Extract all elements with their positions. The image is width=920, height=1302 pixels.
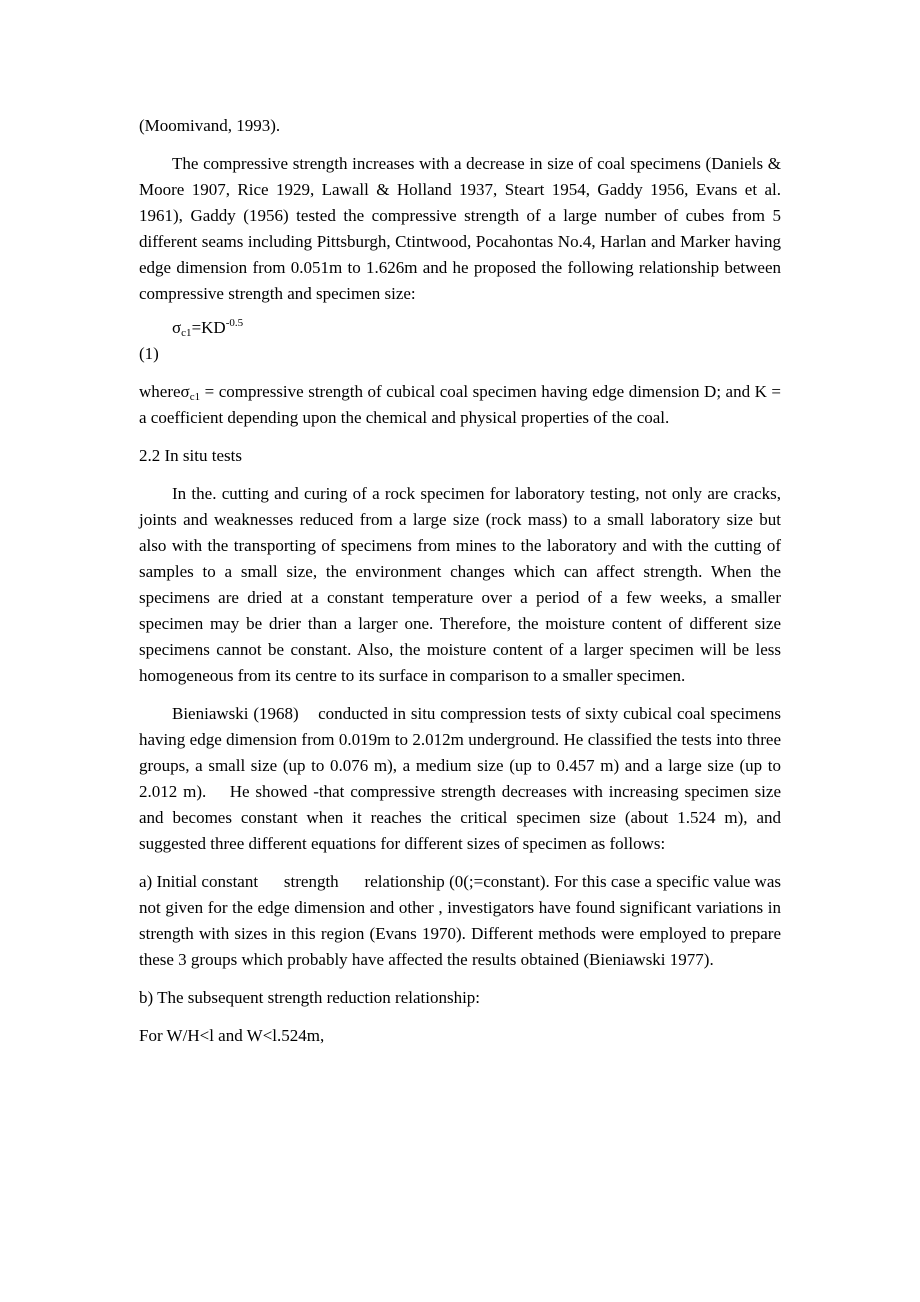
equation-number: (1)	[139, 344, 159, 363]
paragraph-b: b) The subsequent strength reduction relationship:	[139, 988, 481, 1007]
where-text: = compressive strength of cubical coal specimen having edge dimension D; and K = a coefficient depending upon the chemical and physical properties of the coal.	[139, 382, 781, 427]
equation-1	[139, 315, 781, 341]
document-body	[139, 113, 786, 1049]
where-prefix: whereσ	[139, 382, 190, 401]
paragraph-compressive-strength: The compressive strength increases with a decrease in size of coal specimens (Daniels & Moore 1907, Rice 1929, Lawall & Holland 1937, Steart 1954, Gaddy 1956, Evans et al. 1961), Gaddy (1956) tested the compressive strength of a large number of cubes from 5 different seams including Pittsburgh, Ctintwood, Pocahontas No.4, Harlan and Marker having edge dimension from 0.051m to 1.626m and he proposed the following relationship between compressive strength and specimen size:	[139, 154, 781, 303]
paragraph-in-situ: In the. cutting and curing of a rock specimen for laboratory testing, not only are cracks, joints and weaknesses reduced from a large size (rock mass) to a small laboratory size but also with the transporting of specimens from mines to the laboratory and with the cutting of samples to a small size, the environment changes which can affect strength. When the specimens are dried at a constant temperature over a period of a few weeks, a smaller specimen may be drier than a larger one. Therefore, the moisture content of different size specimens cannot be constant. Also, the moisture content of a larger specimen will be less homogeneous from its centre to its surface in comparison to a smaller specimen.	[139, 484, 786, 685]
paragraph-bieniawski: Bieniawski (1968) conducted in situ compression tests of sixty cubical coal specimens having edge dimension from 0.019m to 2.012m underground. He classified the tests into three groups, a small size (up to 0.076 m), a medium size (up to 0.457 m) and a large size (up to 2.012 m). He showed -that compressive strength decreases with increasing specimen size and becomes constant when it reaches the critical specimen size (about 1.524 m), and suggested three different equations for different sizes of specimen as follows:	[139, 704, 786, 853]
equation-rhs: =KD	[191, 318, 226, 337]
paragraph-intro: (Moomivand, 1993).	[139, 116, 281, 135]
equation-subscript: c1	[181, 327, 192, 339]
where-subscript: c1	[189, 391, 201, 403]
paragraph-a: a) Initial constant strength relationship (0(;=constant). For this case a specific value was not given for the edge dimension and other , investigators have found significant variations in strength with sizes in this region (Evans 1970). Different methods were employed to prepare these 3 groups which probably have affected the results obtained (Bieniawski 1977).	[139, 872, 786, 969]
equation-sigma: σ	[172, 318, 182, 337]
equation-exponent: -0.5	[225, 317, 244, 329]
section-heading: 2.2 In situ tests	[139, 446, 242, 465]
paragraph-where	[139, 379, 781, 431]
paragraph-for: For W/H<l and W<l.524m,	[139, 1026, 325, 1045]
